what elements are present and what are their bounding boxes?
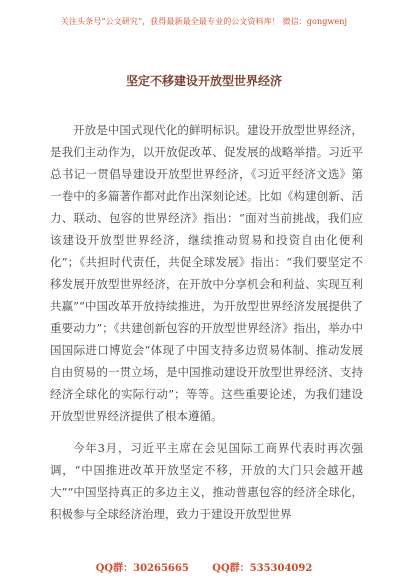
paragraph-text: 今年3月，习近平主席在会见国际工商界代表时再次强调，“中国推进改革开放坚定不移，开放的大门只会越开越大”“中国坚持真正的多边主义，推动普惠包容的经济全球化，积极参与全球经济治理，致力于建设开放型世界	[50, 441, 363, 521]
qq-group-1: QQ群：30265665	[95, 563, 189, 574]
paragraph-2	[50, 437, 363, 525]
qq-group-2: QQ群：535304092	[212, 563, 313, 574]
header-notice: 关注头条号“公文研究”，获得最新最全最专业的公文资料库！ 微信：gongwenj	[60, 17, 348, 26]
footer-qq-groups	[0, 559, 408, 574]
paragraph-1	[50, 119, 363, 427]
paragraph-text: 开放是中国式现代化的鲜明标识。建设开放型世界经济，是我们主动作为，以开放促改革、促发展的战略举措。习近平总书记一贯倡导建设开放型世界经济，《习近平经济文选》第一卷中的多篇著作都对此作出深刻论述。比如《构建创新、活力、联动、包容的世界经济》指出：“面对当前挑战，我们应该建设开放型世界经济，继续推动贸易和投资自由化便利化”；《共担时代责任，共促全球发展》指出：“我们要坚定不移发展开放型世界经济，在开放中分享机会和利益、实现互利共赢”“中国改革开放持续推进，为开放型世界经济发展提供了重要动力”；《共建创新包容的开放型世界经济》指出，举办中国国际进口博览会“体现了中国支持多边贸易体制、推动发展自由贸易的一贯立场，是中国推动建设开放型世界经济、支持经济全球化的实际行动”；等等。这些重要论述，为我们建设开放型世界经济提供了根本遵循。	[50, 123, 363, 423]
document-title: 坚定不移建设开放型世界经济	[125, 74, 282, 88]
